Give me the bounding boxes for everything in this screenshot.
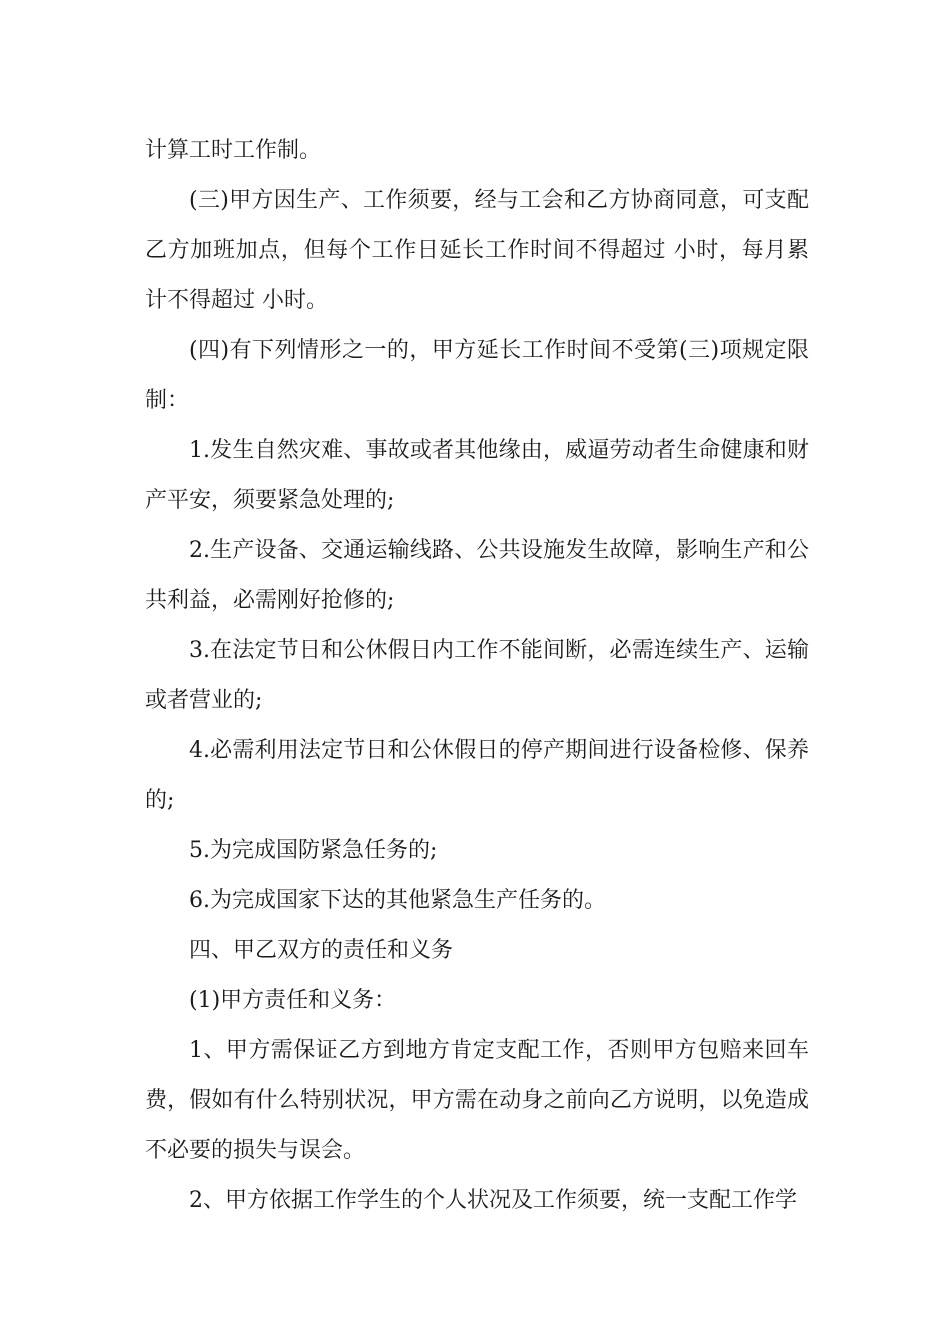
paragraph-overtime-limit: (三)甲方因生产、工作须要，经与工会和乙方协商同意，可支配乙方加班加点，但每个工作日延长工作时间不得超过 小时，每月累计不得超过 小时。 bbox=[145, 188, 809, 313]
list-item-3: 3.在法定节日和公休假日内工作不能间断，必需连续生产、运输或者营业的; bbox=[145, 638, 809, 713]
list-item-4: 4.必需利用法定节日和公休假日的停产期间进行设备检修、保养的; bbox=[145, 738, 809, 813]
subsection-heading-party-a: (1)甲方责任和义务： bbox=[189, 988, 397, 1013]
list-item-2: 2.生产设备、交通运输线路、公共设施发生故障，影响生产和公共利益，必需刚好抢修的; bbox=[145, 538, 809, 613]
clause-party-a-1: 1、甲方需保证乙方到地方肯定支配工作，否则甲方包赔来回车费，假如有什么特别状况，甲方需在动身之前向乙方说明，以免造成不必要的损失与误会。 bbox=[145, 1038, 809, 1163]
document-body bbox=[145, 126, 809, 1226]
section-heading-responsibilities: 四、甲乙双方的责任和义务 bbox=[189, 938, 454, 963]
clause-party-a-2: 2、甲方依据工作学生的个人状况及工作须要，统一支配工作学 bbox=[189, 1188, 797, 1213]
list-item-5: 5.为完成国防紧急任务的; bbox=[189, 838, 438, 863]
paragraph-exceptions-intro: (四)有下列情形之一的，甲方延长工作时间不受第(三)项规定限制： bbox=[145, 338, 809, 413]
list-item-6: 6.为完成国家下达的其他紧急生产任务的。 bbox=[189, 888, 606, 913]
list-item-1: 1.发生自然灾难、事故或者其他缘由，威逼劳动者生命健康和财产平安，须要紧急处理的; bbox=[145, 438, 809, 513]
paragraph-continuation: 计算工时工作制。 bbox=[145, 138, 322, 163]
